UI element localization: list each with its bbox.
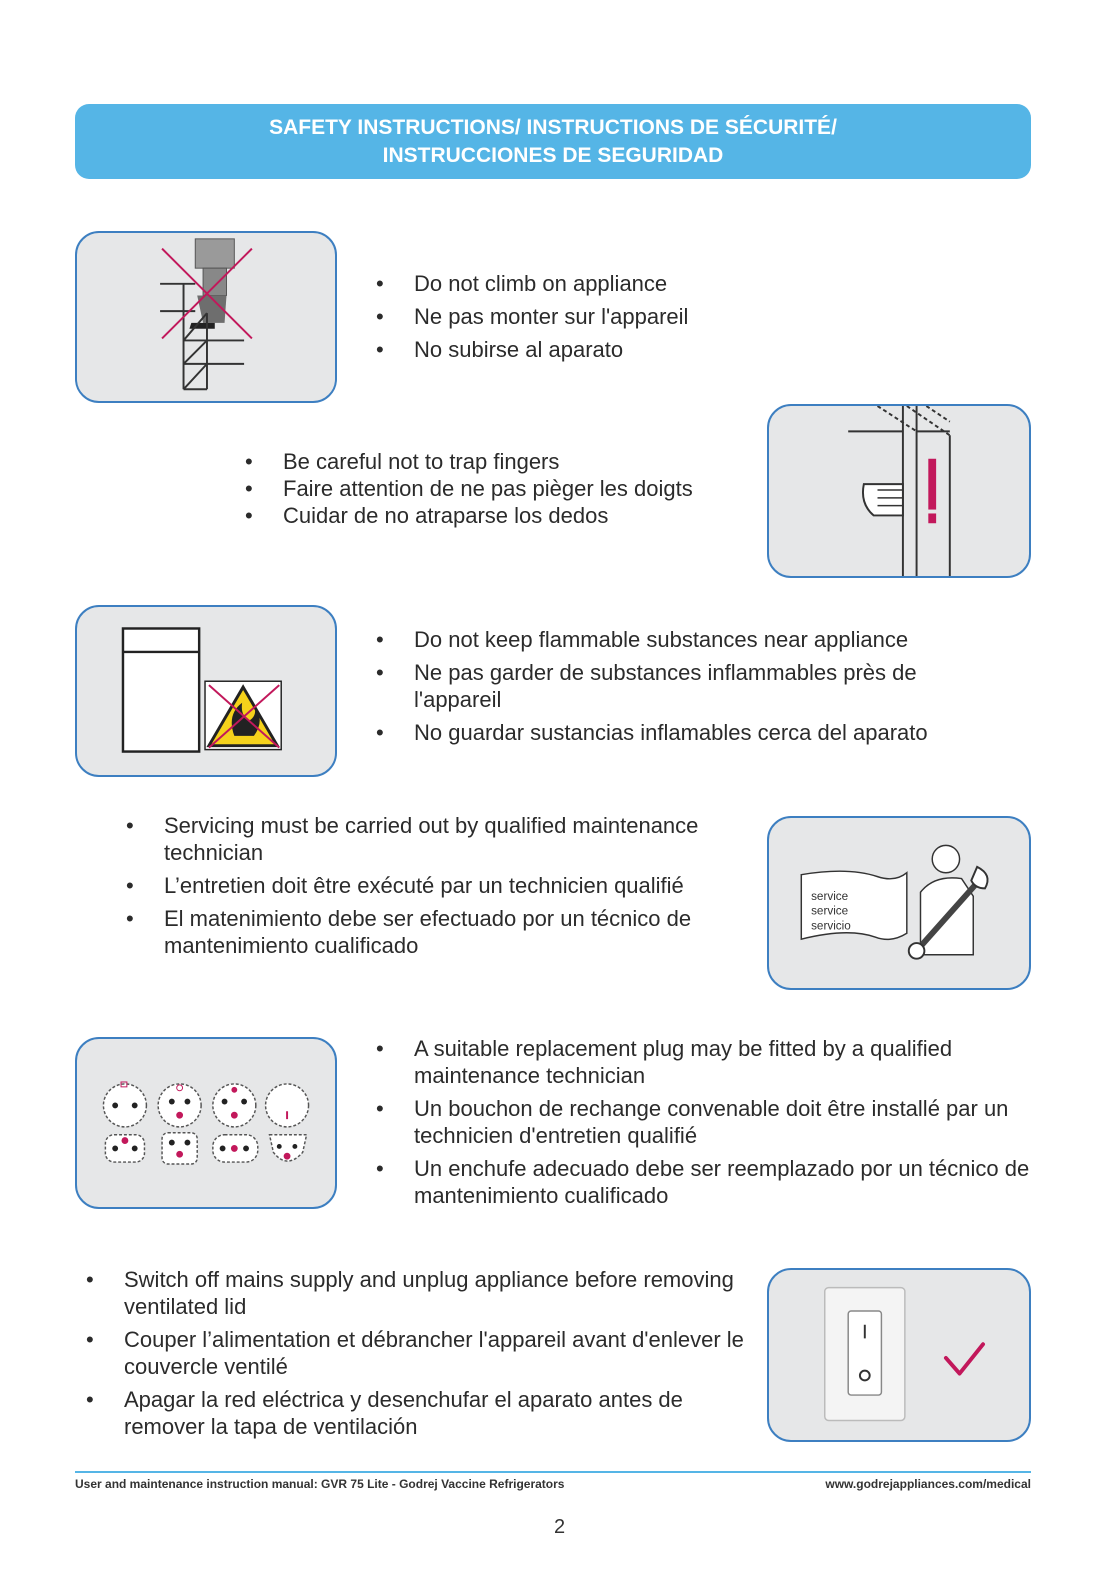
section-header — [75, 104, 1031, 179]
no-flammables-icon — [75, 605, 337, 777]
plug-list — [376, 1035, 1036, 1215]
plug-types-icon — [75, 1037, 337, 1209]
list-item: • Servicing must be carried out by qualified maintenance technician — [126, 812, 726, 866]
list-item: • Ne pas garder de substances inflammables près de l'appareil — [376, 659, 986, 713]
list-item: • Apagar la red eléctrica y desenchufar el aparato antes de remover la tapa de ventilación — [86, 1386, 746, 1440]
servicing-list — [126, 812, 726, 965]
header-line-1: SAFETY INSTRUCTIONS/ INSTRUCTIONS DE SÉCURITÉ/ — [269, 115, 837, 139]
list-item: • Ne pas monter sur l'appareil — [376, 303, 976, 330]
list-item: • Do not keep flammable substances near appliance — [376, 626, 986, 653]
footer-website: www.godrejappliances.com/medical — [825, 1477, 1031, 1491]
header-line-2: INSTRUCCIONES DE SEGURIDAD — [382, 143, 724, 167]
service-label: service — [811, 890, 849, 904]
list-item: • No guardar sustancias inflamables cerca del aparato — [376, 719, 986, 746]
climb-warning-list — [376, 270, 976, 369]
list-item: • Be careful not to trap fingers — [245, 448, 745, 475]
flammable-warning-list — [376, 626, 986, 752]
list-item: • Un enchufe adecuado debe ser reemplazado por un técnico de mantenimiento cualificado — [376, 1155, 1036, 1209]
service-label: service — [811, 904, 849, 918]
service-label: servicio — [811, 919, 851, 933]
list-item: • Un bouchon de rechange convenable doit être installé par un technicien d'entretien qualifié — [376, 1095, 1036, 1149]
list-item: • Cuidar de no atraparse los dedos — [245, 502, 745, 529]
page-number: 2 — [553, 1516, 566, 1538]
list-item: • El matenimiento debe ser efectuado por un técnico de mantenimiento cualificado — [126, 905, 726, 959]
list-item: • Switch off mains supply and unplug appliance before removing ventilated lid — [86, 1266, 746, 1320]
list-item: • Do not climb on appliance — [376, 270, 976, 297]
service-technician-icon — [767, 816, 1031, 990]
switch-off-icon — [767, 1268, 1031, 1442]
finger-trap-warning-icon — [767, 404, 1031, 578]
switch-off-list — [86, 1266, 746, 1446]
finger-warning-list — [245, 448, 745, 529]
footer-rule — [75, 1471, 1031, 1473]
list-item: • No subirse al aparato — [376, 336, 976, 363]
footer-manual-title: User and maintenance instruction manual: GVR 75 Lite - Godrej Vaccine Refrigerators — [75, 1477, 565, 1491]
list-item: • Faire attention de ne pas pièger les doigts — [245, 475, 745, 502]
list-item: • A suitable replacement plug may be fitted by a qualified maintenance technician — [376, 1035, 1036, 1089]
no-climbing-icon — [75, 231, 337, 403]
list-item: • L’entretien doit être exécuté par un technicien qualifié — [126, 872, 726, 899]
list-item: • Couper l’alimentation et débrancher l'appareil avant d'enlever le couvercle ventilé — [86, 1326, 746, 1380]
